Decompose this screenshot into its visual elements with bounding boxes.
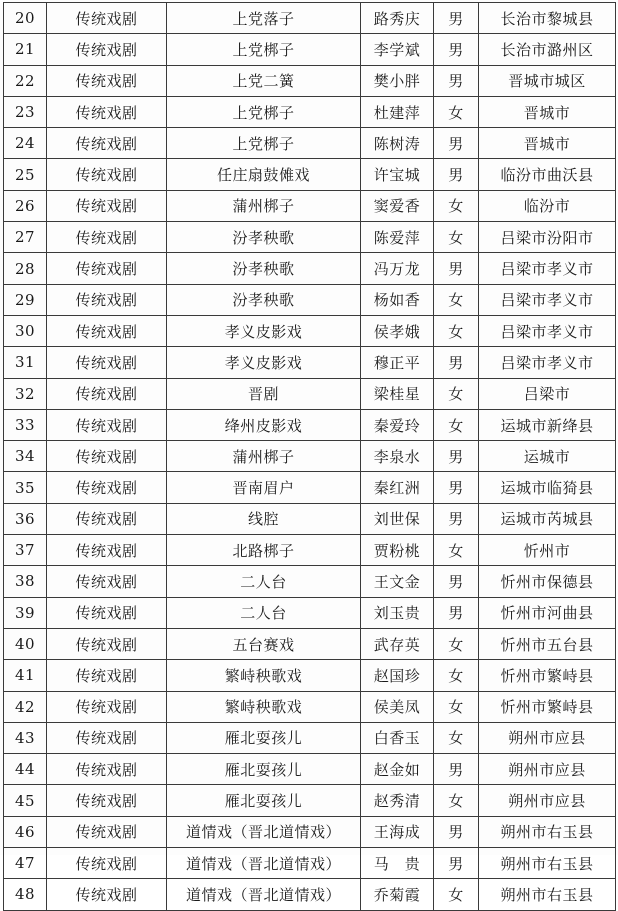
region-cell: 长治市潞州区 [479,34,616,65]
sex-cell: 女 [434,785,479,816]
region-cell: 运城市新绛县 [479,409,616,440]
row-number: 40 [4,628,47,659]
sex-cell: 男 [434,34,479,65]
project-cell: 汾孝秧歌 [167,284,361,315]
name-cell: 赵金如 [361,754,434,785]
table-row [4,535,616,566]
row-number: 25 [4,159,47,190]
region-cell: 吕梁市孝义市 [479,253,616,284]
sex-cell: 男 [434,347,479,378]
name-cell: 李泉水 [361,441,434,472]
table-row [4,65,616,96]
name-cell: 马 贵 [361,848,434,879]
region-cell: 朔州市右玉县 [479,879,616,910]
table-row [4,159,616,190]
table-row [4,3,616,34]
sex-cell: 女 [434,722,479,753]
region-cell: 忻州市繁峙县 [479,660,616,691]
project-cell: 上党二簧 [167,65,361,96]
category-cell: 传统戏剧 [47,159,167,190]
project-cell: 雁北耍孩儿 [167,785,361,816]
sex-cell: 女 [434,691,479,722]
row-number: 21 [4,34,47,65]
region-cell: 忻州市保德县 [479,566,616,597]
region-cell: 吕梁市 [479,378,616,409]
table-row [4,628,616,659]
row-number: 42 [4,691,47,722]
sex-cell: 男 [434,128,479,159]
table-row [4,754,616,785]
name-cell: 樊小胖 [361,65,434,96]
row-number: 45 [4,785,47,816]
project-cell: 孝义皮影戏 [167,315,361,346]
table-row [4,315,616,346]
project-cell: 汾孝秧歌 [167,253,361,284]
sex-cell: 男 [434,754,479,785]
table-row [4,128,616,159]
row-number: 41 [4,660,47,691]
project-cell: 二人台 [167,597,361,628]
row-number: 48 [4,879,47,910]
region-cell: 运城市临猗县 [479,472,616,503]
row-number: 28 [4,253,47,284]
table-row [4,96,616,127]
table-row [4,347,616,378]
name-cell: 许宝城 [361,159,434,190]
project-cell: 孝义皮影戏 [167,347,361,378]
category-cell: 传统戏剧 [47,503,167,534]
row-number: 26 [4,190,47,221]
region-cell: 吕梁市孝义市 [479,315,616,346]
inheritor-table [3,2,616,911]
row-number: 34 [4,441,47,472]
sex-cell: 男 [434,472,479,503]
name-cell: 赵国珍 [361,660,434,691]
sex-cell: 女 [434,660,479,691]
name-cell: 刘玉贵 [361,597,434,628]
category-cell: 传统戏剧 [47,628,167,659]
sex-cell: 女 [434,879,479,910]
project-cell: 上党梆子 [167,128,361,159]
sex-cell: 女 [434,284,479,315]
region-cell: 朔州市应县 [479,722,616,753]
category-cell: 传统戏剧 [47,347,167,378]
category-cell: 传统戏剧 [47,96,167,127]
category-cell: 传统戏剧 [47,691,167,722]
category-cell: 传统戏剧 [47,378,167,409]
name-cell: 陈树涛 [361,128,434,159]
sex-cell: 男 [434,566,479,597]
category-cell: 传统戏剧 [47,566,167,597]
project-cell: 晋剧 [167,378,361,409]
row-number: 38 [4,566,47,597]
name-cell: 赵秀清 [361,785,434,816]
region-cell: 忻州市河曲县 [479,597,616,628]
project-cell: 上党落子 [167,3,361,34]
sex-cell: 女 [434,190,479,221]
category-cell: 传统戏剧 [47,472,167,503]
sex-cell: 女 [434,96,479,127]
project-cell: 雁北耍孩儿 [167,754,361,785]
table-row [4,816,616,847]
name-cell: 王海成 [361,816,434,847]
table-row [4,34,616,65]
table-row [4,566,616,597]
region-cell: 运城市 [479,441,616,472]
sex-cell: 女 [434,628,479,659]
region-cell: 临汾市曲沃县 [479,159,616,190]
category-cell: 传统戏剧 [47,848,167,879]
name-cell: 冯万龙 [361,253,434,284]
project-cell: 线腔 [167,503,361,534]
category-cell: 传统戏剧 [47,441,167,472]
table-row [4,222,616,253]
project-cell: 上党梆子 [167,34,361,65]
category-cell: 传统戏剧 [47,785,167,816]
name-cell: 杜建萍 [361,96,434,127]
row-number: 23 [4,96,47,127]
category-cell: 传统戏剧 [47,660,167,691]
table-row [4,848,616,879]
project-cell: 蒲州梆子 [167,441,361,472]
region-cell: 晋城市 [479,128,616,159]
category-cell: 传统戏剧 [47,816,167,847]
name-cell: 武存英 [361,628,434,659]
table-row [4,190,616,221]
category-cell: 传统戏剧 [47,65,167,96]
row-number: 30 [4,315,47,346]
project-cell: 五台赛戏 [167,628,361,659]
category-cell: 传统戏剧 [47,34,167,65]
table-row [4,722,616,753]
table-row [4,691,616,722]
sex-cell: 男 [434,503,479,534]
table-row [4,503,616,534]
sex-cell: 男 [434,597,479,628]
category-cell: 传统戏剧 [47,128,167,159]
region-cell: 朔州市应县 [479,785,616,816]
name-cell: 窦爱香 [361,190,434,221]
row-number: 29 [4,284,47,315]
category-cell: 传统戏剧 [47,879,167,910]
category-cell: 传统戏剧 [47,535,167,566]
region-cell: 晋城市 [479,96,616,127]
project-cell: 二人台 [167,566,361,597]
project-cell: 道情戏（晋北道情戏） [167,848,361,879]
project-cell: 绛州皮影戏 [167,409,361,440]
sex-cell: 女 [434,315,479,346]
category-cell: 传统戏剧 [47,253,167,284]
region-cell: 朔州市右玉县 [479,848,616,879]
project-cell: 道情戏（晋北道情戏） [167,816,361,847]
category-cell: 传统戏剧 [47,597,167,628]
region-cell: 忻州市五台县 [479,628,616,659]
table-row [4,597,616,628]
name-cell: 秦红洲 [361,472,434,503]
region-cell: 吕梁市孝义市 [479,284,616,315]
table-row [4,879,616,910]
table-body [4,3,616,911]
sex-cell: 男 [434,848,479,879]
category-cell: 传统戏剧 [47,190,167,221]
project-cell: 繁峙秧歌戏 [167,660,361,691]
region-cell: 吕梁市汾阳市 [479,222,616,253]
category-cell: 传统戏剧 [47,222,167,253]
region-cell: 长治市黎城县 [479,3,616,34]
table-row [4,284,616,315]
name-cell: 乔菊霞 [361,879,434,910]
category-cell: 传统戏剧 [47,3,167,34]
project-cell: 上党梆子 [167,96,361,127]
row-number: 37 [4,535,47,566]
region-cell: 朔州市应县 [479,754,616,785]
category-cell: 传统戏剧 [47,754,167,785]
project-cell: 汾孝秧歌 [167,222,361,253]
sex-cell: 女 [434,409,479,440]
table-row [4,378,616,409]
category-cell: 传统戏剧 [47,315,167,346]
name-cell: 白香玉 [361,722,434,753]
name-cell: 王文金 [361,566,434,597]
name-cell: 杨如香 [361,284,434,315]
project-cell: 晋南眉户 [167,472,361,503]
name-cell: 贾粉桃 [361,535,434,566]
table-row [4,660,616,691]
project-cell: 蒲州梆子 [167,190,361,221]
sex-cell: 男 [434,253,479,284]
project-cell: 雁北耍孩儿 [167,722,361,753]
category-cell: 传统戏剧 [47,409,167,440]
name-cell: 陈爱萍 [361,222,434,253]
name-cell: 路秀庆 [361,3,434,34]
sex-cell: 女 [434,535,479,566]
project-cell: 道情戏（晋北道情戏） [167,879,361,910]
name-cell: 刘世保 [361,503,434,534]
row-number: 47 [4,848,47,879]
project-cell: 任庄扇鼓傩戏 [167,159,361,190]
category-cell: 传统戏剧 [47,284,167,315]
region-cell: 晋城市城区 [479,65,616,96]
row-number: 32 [4,378,47,409]
name-cell: 侯美凤 [361,691,434,722]
region-cell: 临汾市 [479,190,616,221]
row-number: 36 [4,503,47,534]
name-cell: 梁桂星 [361,378,434,409]
region-cell: 忻州市繁峙县 [479,691,616,722]
row-number: 27 [4,222,47,253]
sex-cell: 男 [434,65,479,96]
sex-cell: 女 [434,378,479,409]
row-number: 43 [4,722,47,753]
region-cell: 运城市芮城县 [479,503,616,534]
region-cell: 忻州市 [479,535,616,566]
row-number: 24 [4,128,47,159]
name-cell: 李学斌 [361,34,434,65]
row-number: 22 [4,65,47,96]
project-cell: 北路梆子 [167,535,361,566]
sex-cell: 男 [434,816,479,847]
row-number: 33 [4,409,47,440]
name-cell: 侯孝娥 [361,315,434,346]
sex-cell: 男 [434,159,479,190]
table-row [4,785,616,816]
region-cell: 朔州市右玉县 [479,816,616,847]
sex-cell: 女 [434,222,479,253]
row-number: 39 [4,597,47,628]
name-cell: 穆正平 [361,347,434,378]
row-number: 46 [4,816,47,847]
region-cell: 吕梁市孝义市 [479,347,616,378]
row-number: 44 [4,754,47,785]
row-number: 31 [4,347,47,378]
name-cell: 秦爱玲 [361,409,434,440]
table-row [4,472,616,503]
row-number: 20 [4,3,47,34]
sex-cell: 男 [434,441,479,472]
table-row [4,253,616,284]
row-number: 35 [4,472,47,503]
sex-cell: 男 [434,3,479,34]
category-cell: 传统戏剧 [47,722,167,753]
table-row [4,441,616,472]
project-cell: 繁峙秧歌戏 [167,691,361,722]
table-row [4,409,616,440]
